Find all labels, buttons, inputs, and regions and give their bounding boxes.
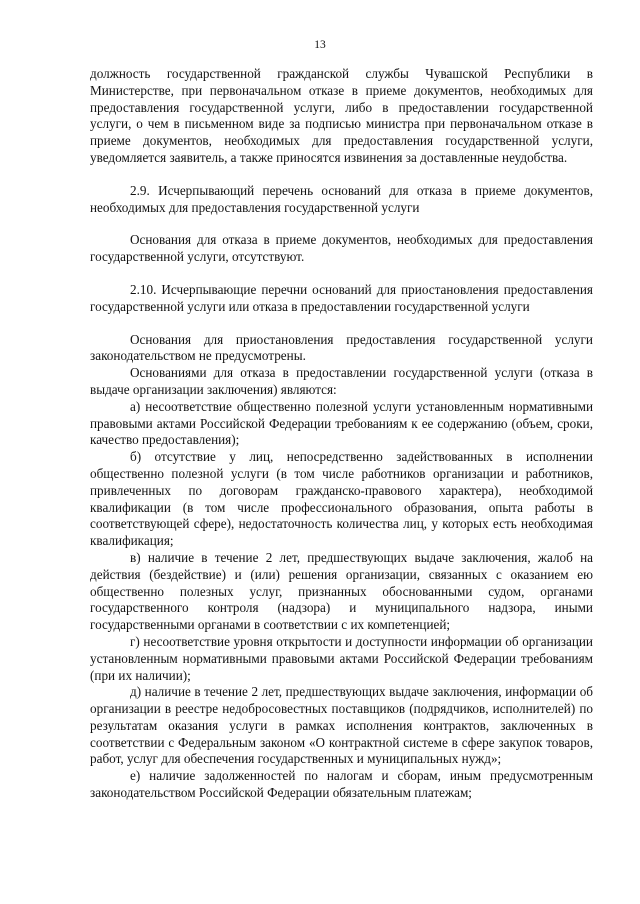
paragraph-continuation: должность государственной гражданской службы Чувашской Республики в Министерстве, при первоначальном отказе в приеме документов, необходимых для предоставления государственной услуги, либо в предоставлении государственной услуги, о чем в письменном виде за подписью министра при первоначальном отказе в приеме документов, необходимых для предоставления государственной услуги, уведомляется заявитель, а также приносятся извинения за доставленные неудобства. [90,66,593,165]
list-item-d: д) наличие в течение 2 лет, предшествующих выдаче заключения, информации об организации в реестре недобросовестных поставщиков (подрядчиков, исполнителей) по результатам оказания услуги в рамках исполнения контрактов, заключенных в соответствии с Федеральным законом «О контрактной системе в сфере закупок товаров, работ, услуг для обеспечения государственных и муниципальных нужд»; [90,684,593,767]
document-body [90,66,593,802]
list-item-v: в) наличие в течение 2 лет, предшествующих выдаче заключения, жалоб на действия (бездействие) и (или) решения организации, связанных с оказанием ею общественно полезных услуг, признанных обоснованными судом, органами государственного контроля (надзора) и муниципального надзора, иными государственными органами в соответствии с их компетенцией; [90,549,593,633]
list-item-a: а) несоответствие общественно полезной услуги установленным нормативными правовыми актами Российской Федерации требованиям к ее содержанию (объем, сроки, качество предоставления); [90,398,593,448]
paragraph-2-9: Основания для отказа в приеме документов, необходимых для предоставления государственной услуги, отсутствуют. [90,232,593,265]
paragraph-refusal-grounds: Основаниями для отказа в предоставлении государственной услуги (отказа в выдаче организации заключения) являются: [90,365,593,397]
page-number: 13 [314,39,326,51]
section-heading-2-9: 2.9. Исчерпывающий перечень оснований для отказа в приеме документов, необходимых для предоставления государственной услуги [90,182,593,215]
list-item-e: е) наличие задолженностей по налогам и сборам, иным предусмотренным законодательством Российской Федерации обязательным платежам; [90,768,593,801]
list-item-g: г) несоответствие уровня открытости и доступности информации об организации установленным нормативными правовыми актами Российской Федерации требованиям (при их наличии); [90,633,593,683]
section-heading-2-10: 2.10. Исчерпывающие перечни оснований для приостановления предоставления государственной услуги или отказа в предоставлении государственной услуги [90,281,593,314]
list-item-b: б) отсутствие у лиц, непосредственно задействованных в исполнении общественно полезной услуги (в том числе работников организации и работников, привлеченных по договорам гражданско-правового характера), необходимой квалификации (в том числе профессионального образования, опыта работы в соответствующей сфере), недостаточность количества лиц, у которых есть необходимая квалификация; [90,449,593,549]
paragraph-suspension-grounds: Основания для приостановления предоставления государственной услуги законодательством не предусмотрены. [90,331,593,364]
